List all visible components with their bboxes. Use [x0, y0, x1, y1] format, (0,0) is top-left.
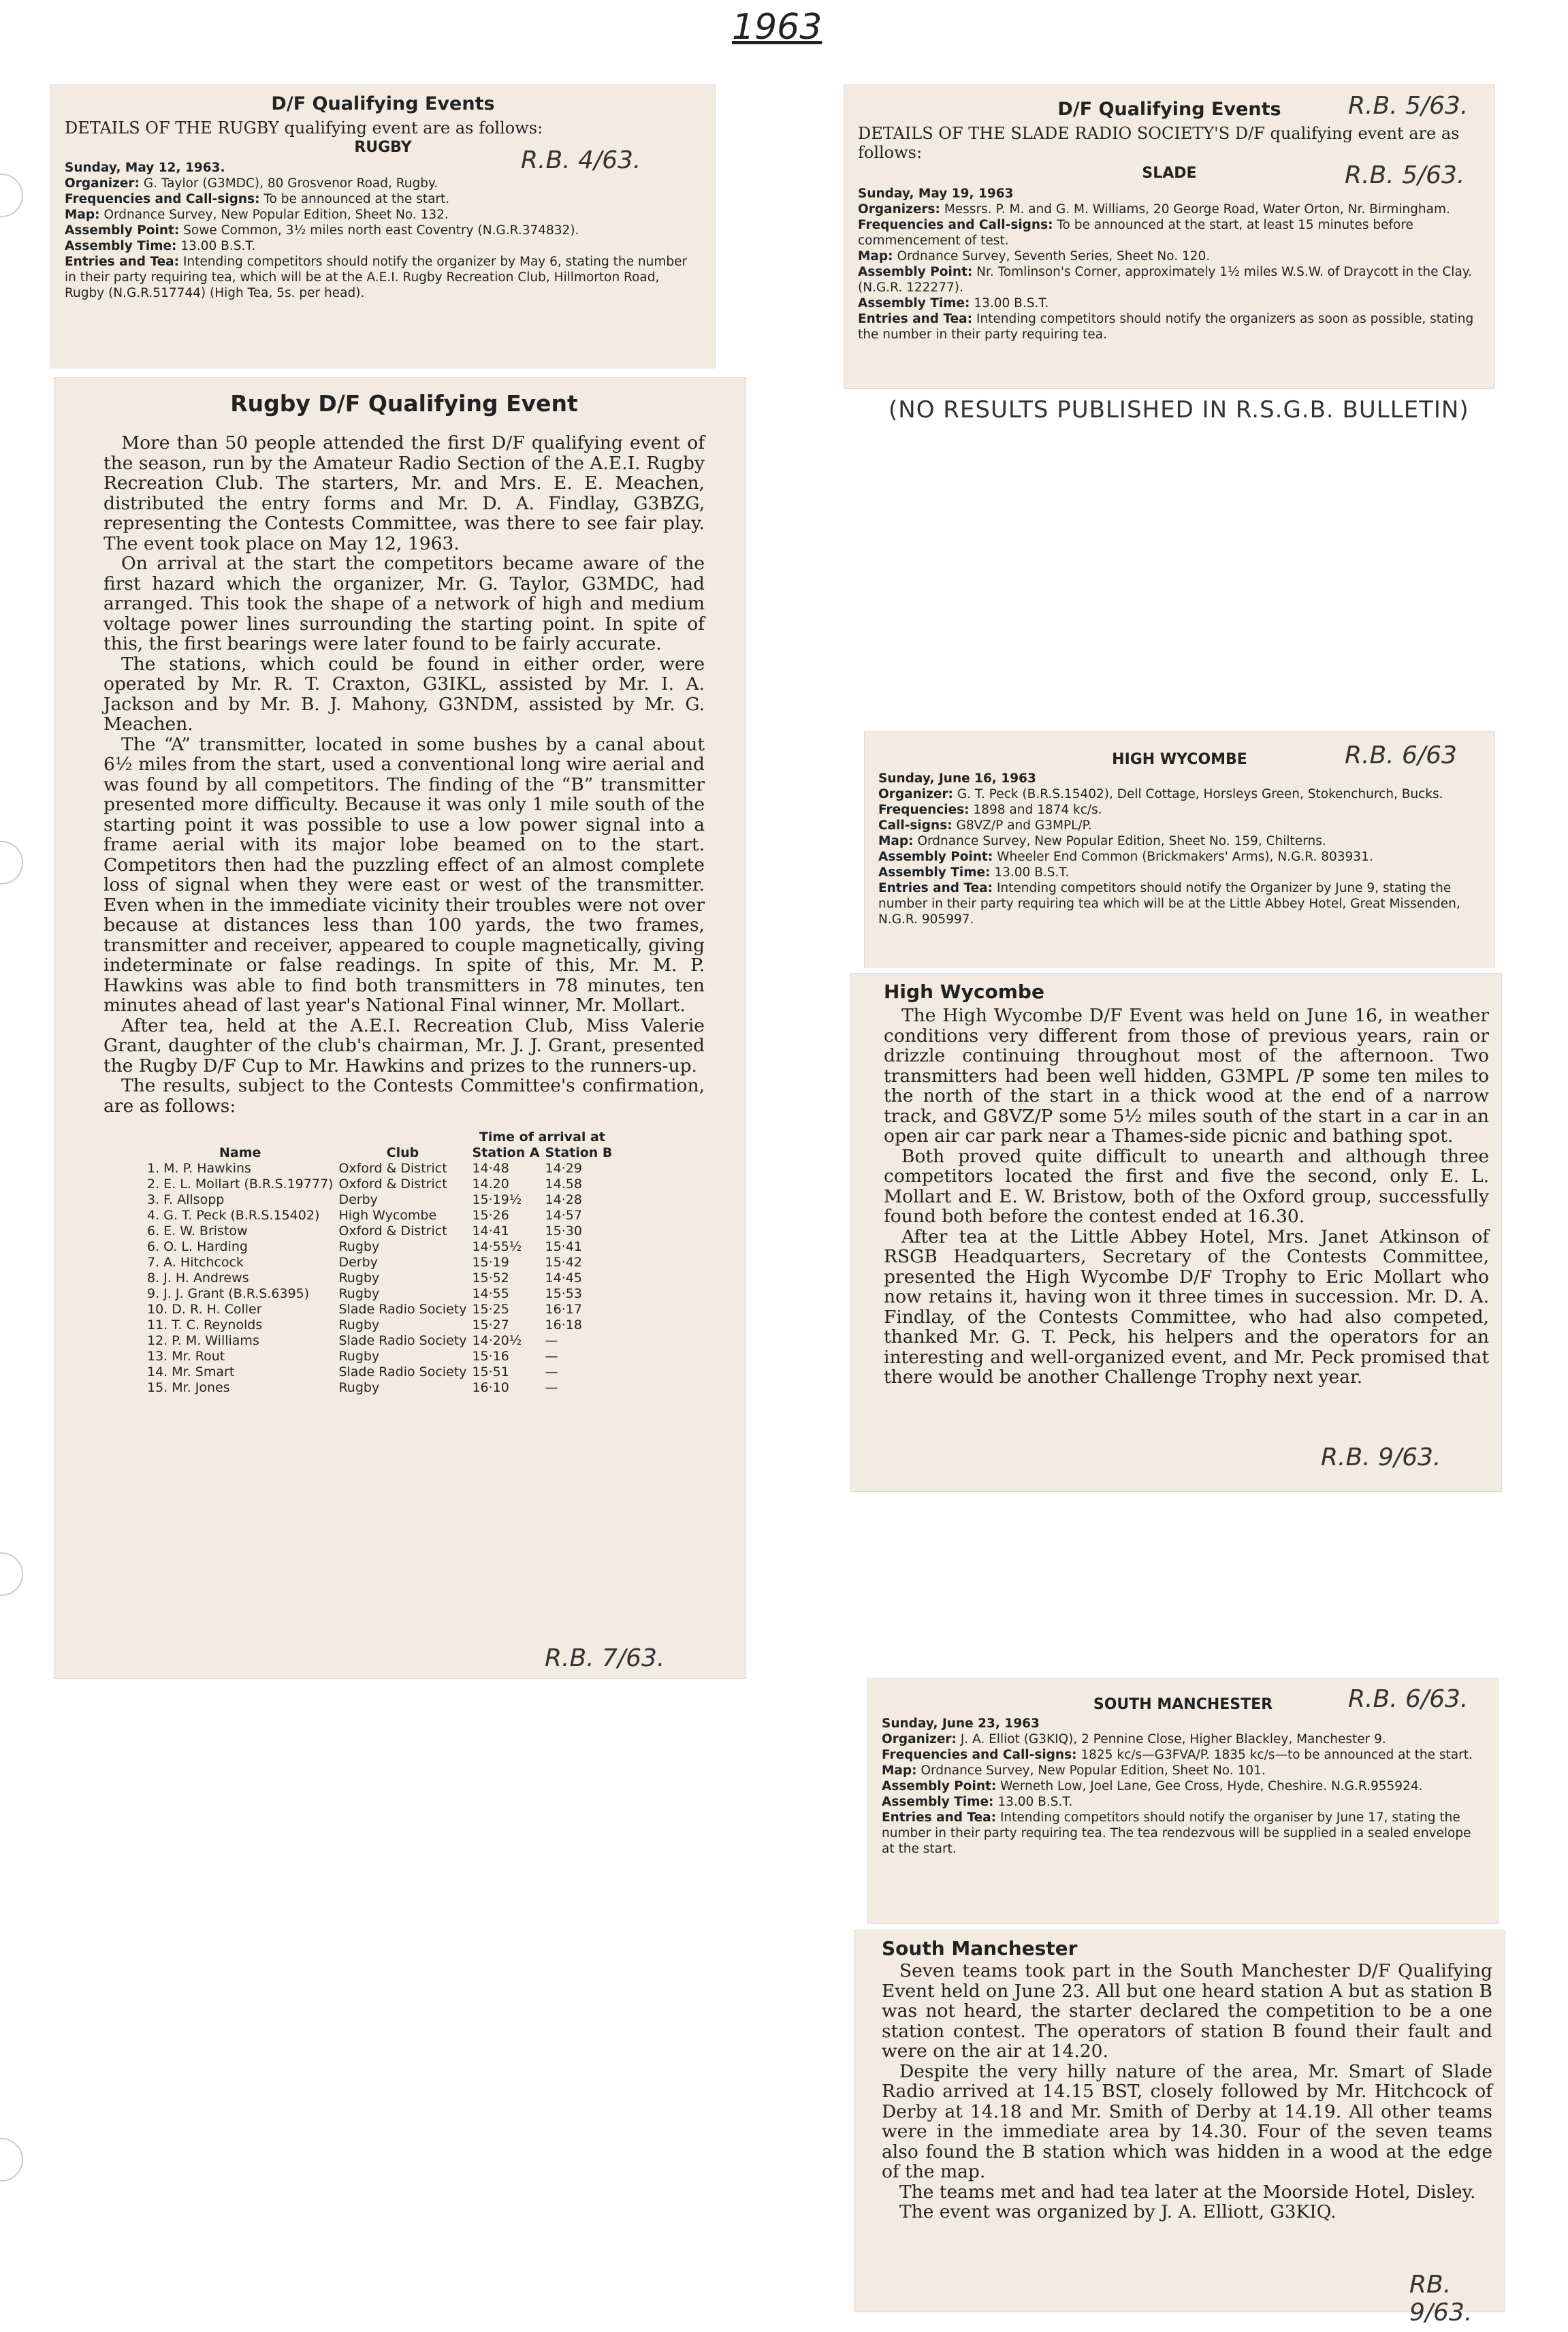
table-cell: 14.58 — [545, 1177, 582, 1192]
notice-place: HIGH WYCOMBE — [1112, 751, 1247, 768]
article-paragraph: On arrival at the start the competitors became aware of the first hazard which the organizer, Mr. G. Taylor, G3MDC, had arranged. This took the shape of a network of high and medium voltage power lines surrounding the starting point. In spite of this, the first bearings were later found to be fairly accurate. — [103, 553, 705, 654]
notice-field — [878, 818, 1481, 833]
notice-heading: D/F Qualifying Events — [271, 93, 495, 114]
table-cell: 6. O. L. Harding — [147, 1239, 248, 1254]
rb-annotation: R.B. 9/63. — [1321, 1443, 1441, 1471]
table-cell: 15·27 — [472, 1317, 509, 1332]
notice-fields — [65, 160, 701, 301]
table-row — [144, 1224, 615, 1239]
rugby-notice-clipping — [51, 85, 715, 368]
notice-field — [882, 1747, 1484, 1763]
article-paragraph: Despite the very hilly nature of the area, Mr. Smart of Slade Radio arrived at 14.15 BST, closely followed by Mr. Hitchcock of Derby at 14.18 and Mr. Smith of Derby at 14.19. All other teams were in the immediate area by 14.30. Four of the seven teams also found the B station which was hidden in a wood at the edge of the map. — [882, 2060, 1492, 2182]
table-cell: Rugby — [338, 1239, 380, 1254]
table-cell: Rugby — [338, 1286, 380, 1301]
field-text: 1825 kc/s—G3FVA/P. 1835 kc/s—to be announced at the start. — [1081, 1748, 1473, 1762]
table-cell: Rugby — [338, 1349, 380, 1364]
field-text: Ordnance Survey, New Popular Edition, Sheet No. 159, Chilterns. — [917, 834, 1326, 848]
notice-field — [65, 207, 701, 223]
table-cell: 15·19½ — [472, 1192, 522, 1207]
table-cell: Derby — [338, 1255, 378, 1270]
article-body — [884, 1006, 1489, 1388]
field-text: G. Taylor (G3MDC), 80 Grosvenor Road, Rugby. — [143, 176, 438, 191]
table-cell: 15·42 — [545, 1255, 582, 1270]
field-label: Assembly Point: — [858, 265, 973, 279]
table-cell: 2. E. L. Mollart (B.R.S.19777) — [147, 1177, 334, 1192]
table-cell: Rugby — [338, 1271, 380, 1285]
notice-field — [858, 202, 1481, 217]
handwritten-note: (NO RESULTS PUBLISHED IN R.S.G.B. BULLETIN) — [889, 396, 1469, 424]
notice-field — [882, 1778, 1484, 1794]
field-text: Nr. Tomlinson's Corner, approximately 1½ miles W.S.W. of Draycott in the Clay. (N.G.R. 122277). — [858, 265, 1472, 295]
table-cell: 7. A. Hitchcock — [147, 1255, 244, 1270]
notice-field — [882, 1716, 1484, 1731]
results-table — [144, 1130, 615, 1396]
notice-field — [858, 296, 1481, 311]
table-cell: 12. P. M. Williams — [147, 1333, 259, 1348]
field-label: Entries and Tea: — [878, 881, 993, 895]
table-cell: Slade Radio Society — [338, 1302, 467, 1317]
table-row — [144, 1255, 615, 1271]
column-header: Station B — [545, 1145, 613, 1160]
notice-field — [858, 311, 1481, 342]
table-cell: 15·26 — [472, 1208, 509, 1223]
table-row — [144, 1192, 615, 1208]
table-cell: 14·48 — [472, 1161, 509, 1176]
table-cell: High Wycombe — [338, 1208, 437, 1223]
field-label: Frequencies and Call-signs: — [882, 1748, 1077, 1762]
field-text: To be announced at the start. — [263, 192, 450, 206]
punch-hole — [0, 1552, 23, 1596]
table-row — [144, 1271, 615, 1286]
table-cell: 14·57 — [545, 1208, 582, 1223]
table-cell: Rugby — [338, 1380, 380, 1395]
manchester-article-clipping — [854, 1930, 1505, 2327]
rb-annotation: R.B. 5/63. — [1345, 161, 1465, 189]
notice-field — [858, 264, 1481, 296]
field-text: 13.00 B.S.T. — [974, 296, 1049, 310]
article-paragraph: The teams met and had tea later at the Moorside Hotel, Disley. — [899, 2181, 1476, 2203]
table-row — [144, 1302, 615, 1317]
field-label: Assembly Point: — [878, 850, 993, 864]
table-cell: 15·19 — [472, 1255, 509, 1270]
table-cell: 11. T. C. Reynolds — [147, 1317, 263, 1332]
table-cell: 15·30 — [545, 1224, 582, 1239]
table-cell: Rugby — [338, 1317, 380, 1332]
article-body — [103, 433, 705, 1116]
page-year: 1963 — [732, 7, 822, 48]
field-label: Call-signs: — [878, 818, 953, 833]
notice-field — [878, 849, 1481, 865]
field-label: Organizer: — [882, 1732, 957, 1746]
notice-field — [878, 771, 1481, 786]
field-label: Entries and Tea: — [882, 1810, 997, 1825]
table-cell: 6. E. W. Bristow — [147, 1224, 248, 1239]
table-row — [144, 1208, 615, 1224]
field-label: Entries and Tea: — [65, 255, 180, 269]
article-heading: High Wycombe — [884, 980, 1044, 1003]
table-cell: 15·16 — [472, 1349, 509, 1364]
table-row — [144, 1349, 615, 1364]
field-label: Sunday, May 12, 1963. — [65, 161, 225, 175]
table-row — [144, 1286, 615, 1302]
table-cell: 14. Mr. Smart — [147, 1364, 235, 1379]
table-cell: 14·20½ — [472, 1333, 522, 1348]
field-label: Assembly Time: — [858, 296, 970, 310]
field-label: Entries and Tea: — [858, 312, 973, 326]
article-paragraph: The stations, which could be found in either order, were operated by Mr. R. T. Craxton, G3IKL, assisted by Mr. I. A. Jackson and by Mr. B. J. Mahony, G3NDM, assisted by Mr. G. Meachen. — [103, 653, 705, 735]
table-cell: 16·18 — [545, 1317, 582, 1332]
field-text: Wheeler End Common (Brickmakers' Arms), N.G.R. 803931. — [997, 850, 1373, 864]
field-label: Assembly Point: — [65, 223, 180, 238]
table-cell: — — [545, 1364, 558, 1379]
article-paragraph: The results, subject to the Contests Committee's confirmation, are as follows: — [103, 1075, 705, 1117]
field-text: Intending competitors should notify the organizer by May 6, stating the number in their party requiring tea, which will be at the A.E.I. Rugby Recreation Club, Hillmorton Road, Rugby (N.G.R.517744) (High Tea, 5s. per head). — [65, 255, 688, 300]
notice-intro: DETAILS OF THE SLADE RADIO SOCIETY'S D/F qualifying event are as follows: — [858, 124, 1460, 162]
field-label: Organizers: — [858, 202, 940, 217]
field-label: Assembly Time: — [65, 239, 177, 253]
field-text: Ordnance Survey, New Popular Edition, Sheet No. 132. — [103, 208, 449, 222]
field-label: Organizer: — [65, 176, 140, 191]
field-label: Map: — [882, 1763, 917, 1778]
table-cell: 14·45 — [545, 1271, 582, 1285]
notice-field — [858, 217, 1481, 249]
wycombe-article-clipping — [851, 974, 1501, 1491]
notice-field — [878, 833, 1481, 849]
table-cell: 15·52 — [472, 1271, 509, 1285]
field-text: 13.00 B.S.T. — [180, 239, 256, 253]
field-text: Intending competitors should notify the Organizer by June 9, stating the number in their party requiring tea which will be at the Little Abbey Hotel, Great Missenden, N.G.R. 905997. — [878, 881, 1460, 927]
column-header: Station A — [472, 1145, 540, 1160]
punch-hole — [0, 2138, 23, 2182]
notice-field — [882, 1763, 1484, 1778]
table-cell: 4. G. T. Peck (B.R.S.15402) — [147, 1208, 320, 1223]
notice-field — [882, 1810, 1484, 1857]
table-cell: 15. Mr. Jones — [147, 1380, 230, 1395]
notice-field — [65, 176, 701, 191]
notice-field — [878, 786, 1481, 802]
field-text: 13.00 B.S.T. — [994, 865, 1070, 880]
results-rows — [144, 1161, 615, 1396]
rb-annotation: R.B. 6/63. — [1348, 1685, 1469, 1713]
field-label: Sunday, June 23, 1963 — [882, 1716, 1040, 1731]
field-label: Assembly Time: — [882, 1795, 994, 1809]
notice-intro: DETAILS OF THE RUGBY qualifying event are as follows: — [65, 118, 543, 138]
field-text: G8VZ/P and G3MPL/P. — [956, 818, 1092, 833]
table-header-group: Time of arrival at — [479, 1130, 605, 1145]
rugby-article-clipping — [54, 378, 746, 1678]
article-body — [882, 1961, 1492, 2222]
rb-annotation: R.B. 4/63. — [521, 146, 641, 174]
field-label: Frequencies: — [878, 803, 970, 817]
article-paragraph: After tea, held at the A.E.I. Recreation Club, Miss Valerie Grant, daughter of the club's chairman, Mr. J. J. Grant, presented the Rugby D/F Cup to Mr. Hawkins and prizes to the runners-up. — [103, 1015, 705, 1076]
table-cell: 8. J. H. Andrews — [147, 1271, 249, 1285]
field-text: Werneth Low, Joel Lane, Gee Cross, Hyde, Cheshire. N.G.R.955924. — [1000, 1779, 1423, 1793]
table-cell: 14·28 — [545, 1192, 582, 1207]
punch-hole — [0, 841, 23, 884]
field-text: 1898 and 1874 kc/s. — [973, 803, 1102, 817]
article-paragraph: The event was organized by J. A. Elliott, G3KIQ. — [899, 2201, 1337, 2222]
table-cell: 15·53 — [545, 1286, 582, 1301]
notice-heading: D/F Qualifying Events — [1057, 99, 1281, 120]
table-row — [144, 1364, 615, 1380]
table-cell: 10. D. R. H. Coller — [147, 1302, 262, 1317]
notice-field — [65, 238, 701, 254]
rb-annotation: R.B. 7/63. — [545, 1644, 665, 1672]
table-cell: Slade Radio Society — [338, 1333, 467, 1348]
table-cell: 14·29 — [545, 1161, 582, 1176]
notice-field — [878, 880, 1481, 927]
notice-fields — [882, 1716, 1484, 1857]
field-label: Map: — [858, 249, 893, 263]
notice-place: SLADE — [1142, 165, 1197, 182]
slade-notice-clipping — [844, 85, 1494, 388]
notice-fields — [878, 771, 1481, 927]
field-text: Intending competitors should notify the organizers as soon as possible, stating the number in their party requiring tea. — [858, 312, 1474, 342]
field-label: Assembly Time: — [878, 865, 991, 880]
article-heading: Rugby D/F Qualifying Event — [230, 390, 578, 417]
notice-field — [878, 802, 1481, 818]
table-row — [144, 1317, 615, 1333]
wycombe-notice-clipping — [865, 732, 1494, 967]
notice-field — [65, 254, 701, 301]
table-row — [144, 1333, 615, 1349]
rb-annotation: R.B. 5/63. — [1348, 92, 1469, 120]
manchester-notice-clipping — [868, 1678, 1498, 1923]
article-paragraph: Seven teams took part in the South Manchester D/F Qualifying Event held on June 23. All but one heard station A but as station B was not heard, the starter declared the competition to be a one station contest. The operators of station B found their fault and were on the air at 14.20. — [882, 1960, 1492, 2062]
table-cell: Oxford & District — [338, 1177, 447, 1192]
notice-field — [858, 249, 1481, 264]
article-paragraph: More than 50 people attended the first D/F qualifying event of the season, run by the Amateur Radio Section of the A.E.I. Rugby Recreation Club. The starters, Mr. and Mrs. E. E. Meachen, distributed the entry forms and Mr. D. A. Findlay, G3BZG, representing the Contests Committee, was there to see fair play. The event took place on May 12, 1963. — [103, 432, 705, 554]
column-header: Name — [219, 1145, 261, 1160]
field-text: Sowe Common, 3½ miles north east Coventry (N.G.R.374832). — [183, 223, 579, 238]
table-cell: 13. Mr. Rout — [147, 1349, 225, 1364]
field-label: Map: — [65, 208, 100, 222]
table-cell: 15·51 — [472, 1364, 509, 1379]
field-label: Frequencies and Call-signs: — [858, 218, 1053, 232]
field-text: 13.00 B.S.T. — [997, 1795, 1073, 1809]
field-text: Intending competitors should notify the organiser by June 17, stating the number in their party requiring tea. The tea rendezvous will be supplied in a sealed envelope at the start. — [882, 1810, 1471, 1856]
field-text: G. T. Peck (B.R.S.15402), Dell Cottage, Horsleys Green, Stokenchurch, Bucks. — [957, 787, 1443, 801]
article-paragraph: The High Wycombe D/F Event was held on June 16, in weather conditions very different from those of previous years, rain or drizzle continuing throughout most of the afternoon. Two transmitters had been well hidden, G3MPL /P some ten miles to the north of the start in a thick wood at the end of a narrow track, and G8VZ/P some 5½ miles south of the start in a car in an open air car park near a Thames-side picnic and bathing spot. — [884, 1005, 1489, 1147]
notice-fields — [858, 186, 1481, 342]
article-paragraph: Both proved quite difficult to unearth and although three competitors located the first and five the second, only E. L. Mollart and E. W. Bristow, both of the Oxford group, successfully found both before the contest ended at 16.30. — [884, 1145, 1489, 1227]
article-paragraph: The “A” transmitter, located in some bushes by a canal about 6½ miles from the start, used a conventional long wire aerial and was found by all competitors. The finding of the “B” transmitter presented more difficulty. Because it was only 1 mile south of the starting point it was possible to use a low power signal into a frame aerial with its major lobe beamed on to the start. Competitors then had the puzzling effect of an almost complete loss of signal when they were east or west of the transmitter. Even when in the immediate vicinity their troubles were not over because at distances less than 100 yards, the two frames, transmitter and receiver, appeared to couple magnetically, giving indeterminate or false readings. In spite of this, Mr. M. P. Hawkins was able to find both transmitters in 78 minutes, ten minutes ahead of last year's National Final winner, Mr. Mollart. — [103, 733, 705, 1016]
field-text: Messrs. P. M. and G. M. Williams, 20 George Road, Water Orton, Nr. Birmingham. — [944, 202, 1450, 217]
field-label: Map: — [878, 834, 914, 848]
notice-field — [65, 191, 701, 207]
field-text: Ordnance Survey, Seventh Series, Sheet No. 120. — [897, 249, 1211, 263]
table-cell: 16·17 — [545, 1302, 582, 1317]
table-cell: 14.20 — [472, 1177, 509, 1192]
field-text: J. A. Elliot (G3KIQ), 2 Pennine Close, Higher Blackley, Manchester 9. — [960, 1732, 1386, 1746]
field-label: Sunday, June 16, 1963 — [878, 771, 1036, 786]
table-cell: — — [545, 1349, 558, 1364]
table-cell: Oxford & District — [338, 1224, 447, 1239]
table-cell: 14·41 — [472, 1224, 509, 1239]
notice-place: RUGBY — [354, 139, 412, 156]
table-row — [144, 1380, 615, 1396]
table-cell: 1. M. P. Hawkins — [147, 1161, 251, 1176]
field-label: Assembly Point: — [882, 1779, 997, 1793]
table-cell: 14·55 — [472, 1286, 509, 1301]
field-text: Ordnance Survey, New Popular Edition, Sheet No. 101. — [921, 1763, 1266, 1778]
field-label: Sunday, May 19, 1963 — [858, 187, 1014, 201]
notice-field — [882, 1731, 1484, 1747]
punch-hole — [0, 174, 23, 217]
table-row — [144, 1161, 615, 1177]
field-label: Frequencies and Call-signs: — [65, 192, 260, 206]
field-label: Organizer: — [878, 787, 953, 801]
table-cell: 16·10 — [472, 1380, 509, 1395]
article-heading: South Manchester — [882, 1937, 1078, 1960]
column-header: Club — [386, 1145, 419, 1160]
rb-annotation: R.B. 6/63 — [1345, 741, 1457, 769]
table-row — [144, 1239, 615, 1255]
table-cell: 15·41 — [545, 1239, 582, 1254]
notice-field — [65, 223, 701, 238]
table-cell: 3. F. Allsopp — [147, 1192, 225, 1207]
table-cell: Slade Radio Society — [338, 1364, 467, 1379]
notice-place: SOUTH MANCHESTER — [1093, 1696, 1273, 1713]
table-cell: — — [545, 1380, 558, 1395]
notice-field — [882, 1794, 1484, 1810]
table-cell: — — [545, 1333, 558, 1348]
table-cell: 15·25 — [472, 1302, 509, 1317]
rb-annotation: RB. 9/63. — [1409, 2271, 1473, 2327]
table-cell: Derby — [338, 1192, 378, 1207]
table-row — [144, 1177, 615, 1192]
field-text: To be announced at the start, at least 15 minutes before commencement of test. — [858, 218, 1413, 248]
table-cell: 9. J. J. Grant (B.R.S.6395) — [147, 1286, 310, 1301]
table-cell: 14·55½ — [472, 1239, 522, 1254]
article-paragraph: After tea at the Little Abbey Hotel, Mrs. Janet Atkinson of RSGB Headquarters, Secretary of the Contests Committee, presented the High Wycombe D/F Trophy to Eric Mollart who now retains it, having won it three times in succession. Mr. D. A. Findlay, of the Contests Committee, who had also competed, thanked Mr. G. T. Peck, his helpers and the operators for an interesting and well-organized event, and Mr. Peck promised that there would be another Challenge Trophy next year. — [884, 1226, 1489, 1388]
table-cell: Oxford & District — [338, 1161, 447, 1176]
notice-field — [878, 865, 1481, 880]
